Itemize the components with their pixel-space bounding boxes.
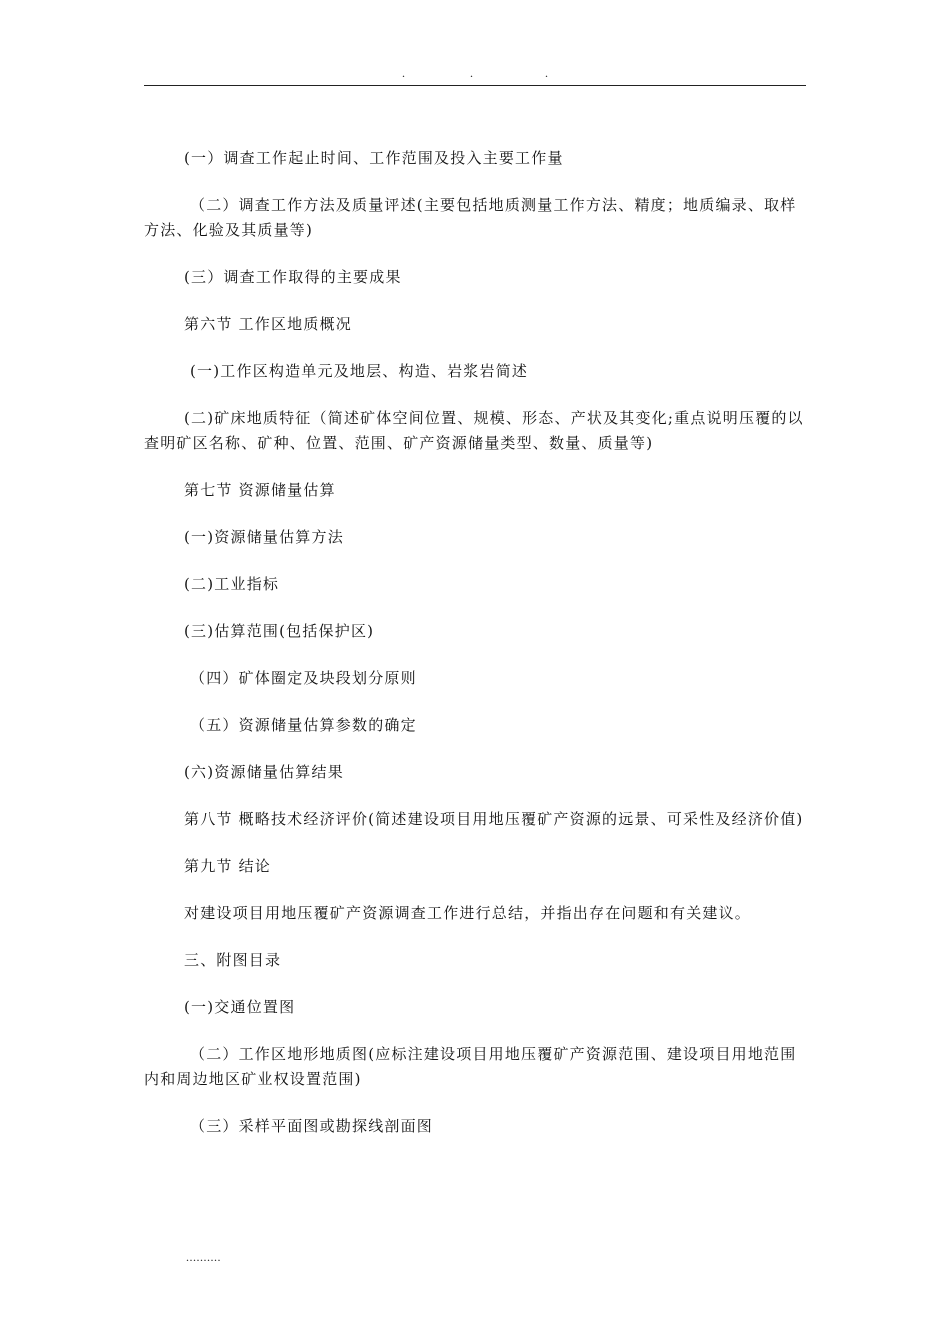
section-heading-7: 第七节 资源储量估算 [184, 481, 336, 499]
paragraph-traffic-map: (一)交通位置图 [184, 998, 296, 1016]
header-rule [144, 85, 806, 86]
header-mark: . [470, 66, 473, 80]
page-header [0, 66, 950, 82]
paragraph-industrial-index: (二)工业指标 [184, 575, 280, 593]
document-body [144, 146, 806, 1139]
paragraph-conclusion: 对建设项目用地压覆矿产资源调查工作进行总结，并指出存在问题和有关建议。 [184, 904, 752, 922]
section-heading-6: 第六节 工作区地质概况 [184, 315, 352, 333]
paragraph-deposit-features: (二)矿床地质特征（简述矿体空间位置、规模、形态、产状及其变化;重点说明压覆的以查明矿区名称、矿种、位置、范围、矿产资源储量类型、数量、质量等) [144, 409, 804, 452]
section-heading-9: 第九节 结论 [184, 857, 271, 875]
header-mark: . [545, 66, 548, 80]
paragraph-orebody-principles: （四）矿体圈定及块段划分原则 [190, 669, 417, 687]
page-footer: .......... [186, 1250, 221, 1264]
heading-attached-figures: 三、附图目录 [184, 951, 282, 969]
paragraph-topo-geology-map: （二）工作区地形地质图(应标注建设项目用地压覆矿产资源范围、建设项目用地范围内和周边地区矿业权设置范围) [144, 1045, 797, 1088]
paragraph-estimation-results: (六)资源储量估算结果 [184, 763, 344, 781]
paragraph-estimation-range: (三)估算范围(包括保护区) [184, 622, 375, 640]
paragraph-estimation-params: （五）资源储量估算参数的确定 [190, 716, 417, 734]
paragraph-estimation-method: (一)资源储量估算方法 [184, 528, 344, 546]
paragraph-survey-results: (三）调查工作取得的主要成果 [184, 268, 402, 286]
header-mark: . [402, 66, 405, 80]
paragraph-sampling-map: （三）采样平面图或勘探线剖面图 [190, 1117, 434, 1135]
section-heading-8: 第八节 概略技术经济评价(简述建设项目用地压覆矿产资源的远景、可采性及经济价值) [184, 810, 804, 828]
paragraph-geology-units: (一)工作区构造单元及地层、构造、岩浆岩简述 [190, 362, 529, 380]
paragraph-survey-scope: (一）调查工作起止时间、工作范围及投入主要工作量 [184, 149, 564, 167]
paragraph-survey-methods: （二）调查工作方法及质量评述(主要包括地质测量工作方法、精度；地质编录、取样方法、化验及其质量等) [144, 196, 797, 239]
